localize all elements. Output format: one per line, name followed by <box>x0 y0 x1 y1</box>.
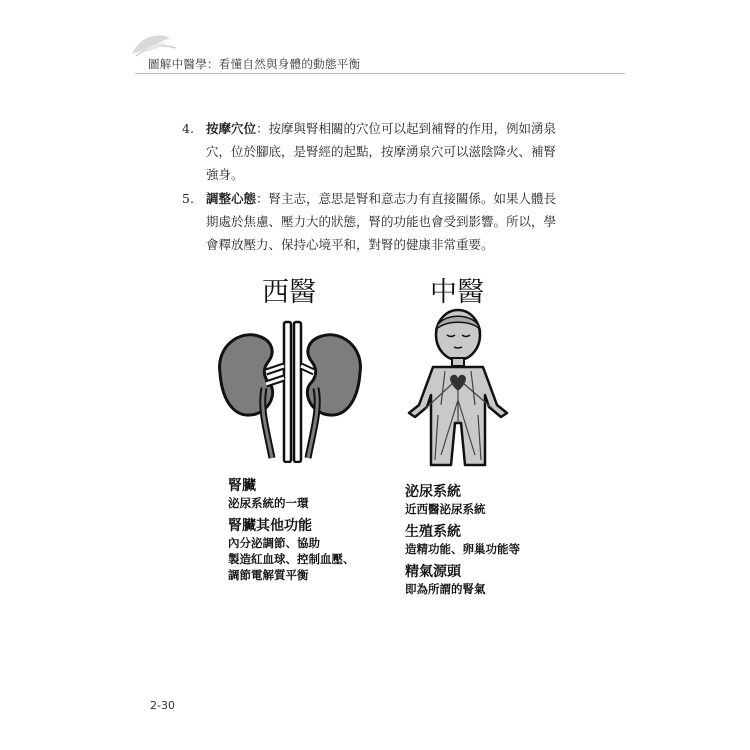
header-divider <box>135 73 625 74</box>
meridian-body-icon <box>405 305 515 475</box>
item-keyword: 調整心態 <box>206 191 257 206</box>
item-text-line: 強身。 <box>206 167 244 182</box>
western-labels <box>228 477 355 583</box>
label-heading: 腎臟 <box>228 478 256 494</box>
label-text: 即為所謂的腎氣 <box>405 582 486 596</box>
item-text-line: 穴，位於腳底，是腎經的起點，按摩湧泉穴可以滋陰降火、補腎 <box>206 144 557 159</box>
label-heading: 腎臟其他功能 <box>228 518 312 534</box>
item-text-line: 會釋放壓力、保持心境平和，對腎的健康非常重要。 <box>206 237 494 252</box>
kidneys-icon <box>210 318 370 463</box>
item-number: 4. <box>182 121 194 136</box>
chinese-labels <box>405 483 520 597</box>
label-text: 造精功能、卵巢功能等 <box>405 542 520 556</box>
chinese-medicine-title: 中醫 <box>430 277 484 308</box>
item-keyword: 按摩穴位 <box>206 121 257 136</box>
running-header: 圖解中醫學：看懂自然與身體的動態平衡 <box>148 57 361 71</box>
item-text-line: 腎主志，意思是腎和意志力有直接關係。如果人體長 <box>268 191 557 206</box>
list-item-4: 4. 按摩穴位：按摩與腎相關的穴位可以起到補腎的作用，例如湧泉 穴，位於腳底，是腎經的起點，按摩湧泉穴可以滋陰降火、補腎 強身。 <box>182 117 562 186</box>
label-heading: 生殖系統 <box>405 524 461 540</box>
label-text: 內分泌調節、協助 <box>228 536 320 550</box>
item-text-line: 期處於焦慮、壓力大的狀態，腎的功能也會受到影響。所以，學 <box>206 214 557 229</box>
western-medicine-title: 西醫 <box>262 277 316 308</box>
label-text: 製造紅血球、控制血壓、 <box>228 552 355 566</box>
item-number: 5. <box>182 191 194 206</box>
page-number: 2-30 <box>150 699 175 712</box>
item-text-line: 按摩與腎相關的穴位可以起到補腎的作用，例如湧泉 <box>268 121 557 136</box>
label-heading: 精氣源頭 <box>405 564 461 580</box>
label-heading: 泌尿系統 <box>405 484 461 500</box>
list-item-5: 5. 調整心態：腎主志，意思是腎和意志力有直接關係。如果人體長 期處於焦慮、壓力大的狀態，腎的功能也會受到影響。所以，學 會釋放壓力、保持心境平和，對腎的健康非常重要。 <box>182 187 562 256</box>
label-text: 泌尿系統的一環 <box>228 496 309 510</box>
label-text: 近西醫泌尿系統 <box>405 502 486 516</box>
label-text: 調節電解質平衡 <box>228 568 309 582</box>
